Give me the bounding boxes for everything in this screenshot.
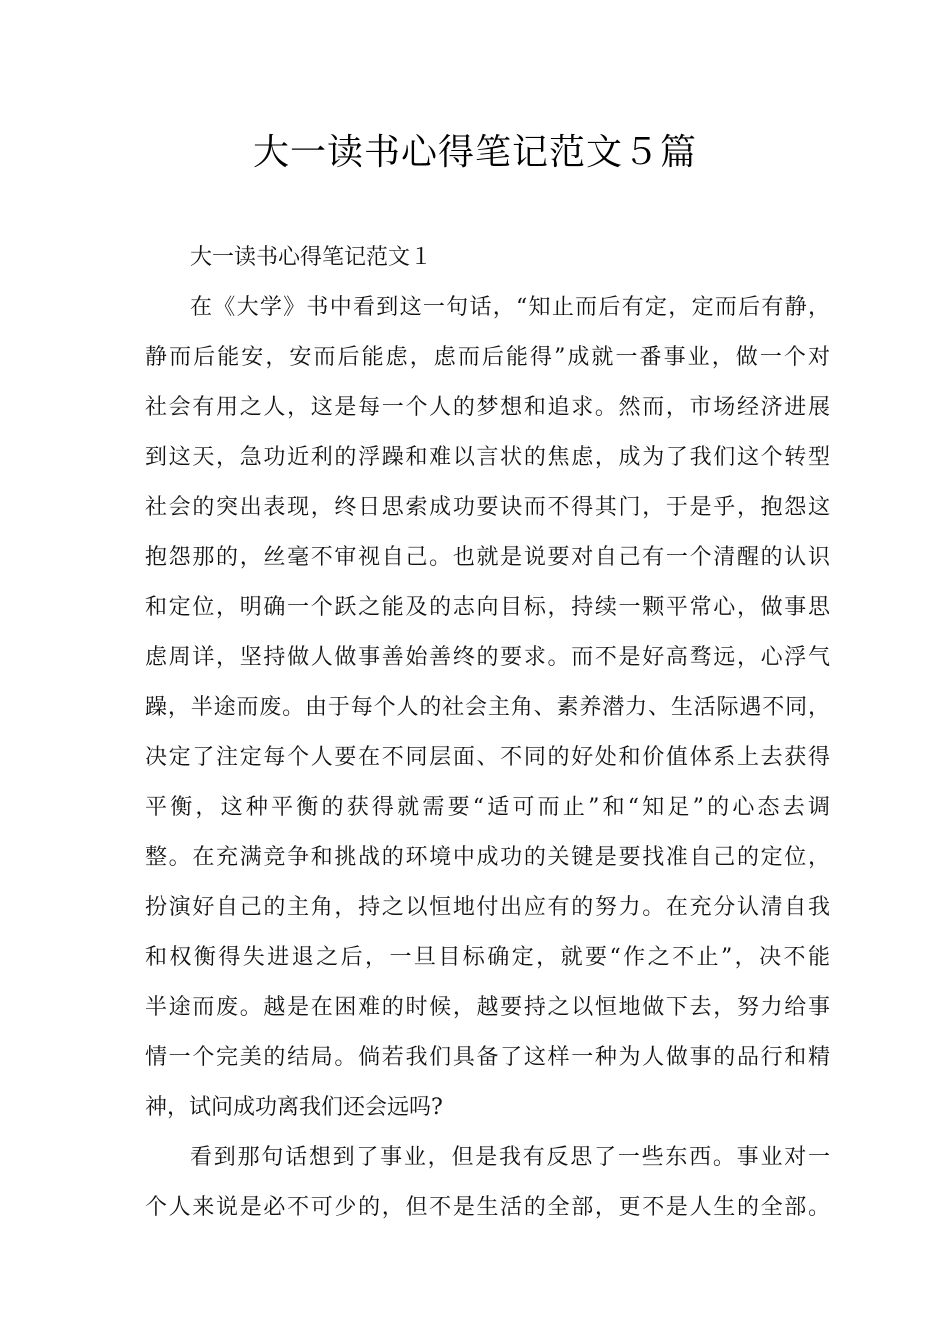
paragraph-line: 抱怨那的，丝毫不审视自己。也就是说要对自己有一个清醒的认识 <box>145 545 830 570</box>
paragraph-line: 和定位，明确一个跃之能及的志向目标，持续一颗平常心，做事思 <box>145 595 830 620</box>
paragraph-line: 决定了注定每个人要在不同层面、不同的好处和价值体系上去获得 <box>145 745 830 770</box>
paragraph-line: 在《大学》书中看到这一句话，“知止而后有定，定而后有静， <box>190 295 830 320</box>
paragraph-line: 静而后能安，安而后能虑，虑而后能得”成就一番事业，做一个对 <box>145 345 830 370</box>
paragraph-line: 整。在充满竞争和挑战的环境中成功的关键是要找准自己的定位， <box>145 845 830 870</box>
paragraph-2 <box>145 1133 830 1233</box>
paragraph-line: 半途而废。越是在困难的时候，越要持之以恒地做下去，努力给事 <box>145 995 830 1020</box>
paragraph-line: 到这天，急功近利的浮躁和难以言状的焦虑，成为了我们这个转型 <box>145 445 830 470</box>
paragraph-line: 扮演好自己的主角，持之以恒地付出应有的努力。在充分认清自我 <box>145 895 830 920</box>
paragraph-1 <box>145 283 830 1133</box>
paragraph-line: 平衡，这种平衡的获得就需要“适可而止”和“知足”的心态去调 <box>145 795 830 820</box>
document-title: 大一读书心得笔记范文５篇 <box>252 132 697 173</box>
paragraph-line: 社会的突出表现，终日思索成功要诀而不得其门，于是乎，抱怨这 <box>145 495 830 520</box>
paragraph-line: 社会有用之人，这是每一个人的梦想和追求。然而，市场经济进展 <box>145 395 830 420</box>
section-heading: 大一读书心得笔记范文１ <box>190 245 433 270</box>
paragraph-line: 和权衡得失进退之后，一旦目标确定，就要“作之不止”，决不能 <box>145 945 830 970</box>
paragraph-line: 情一个完美的结局。倘若我们具备了这样一种为人做事的品行和精 <box>145 1045 830 1070</box>
paragraph-line: 个人来说是必不可少的，但不是生活的全部，更不是人生的全部。 <box>145 1195 830 1220</box>
document-body <box>145 233 830 1233</box>
paragraph-line: 看到那句话想到了事业，但是我有反思了一些东西。事业对一 <box>190 1145 830 1170</box>
paragraph-line: 神，试问成功离我们还会远吗? <box>145 1095 443 1120</box>
paragraph-line: 虑周详，坚持做人做事善始善终的要求。而不是好高骛远，心浮气 <box>145 645 830 670</box>
paragraph-line: 躁，半途而废。由于每个人的社会主角、素养潜力、生活际遇不同， <box>145 695 830 720</box>
